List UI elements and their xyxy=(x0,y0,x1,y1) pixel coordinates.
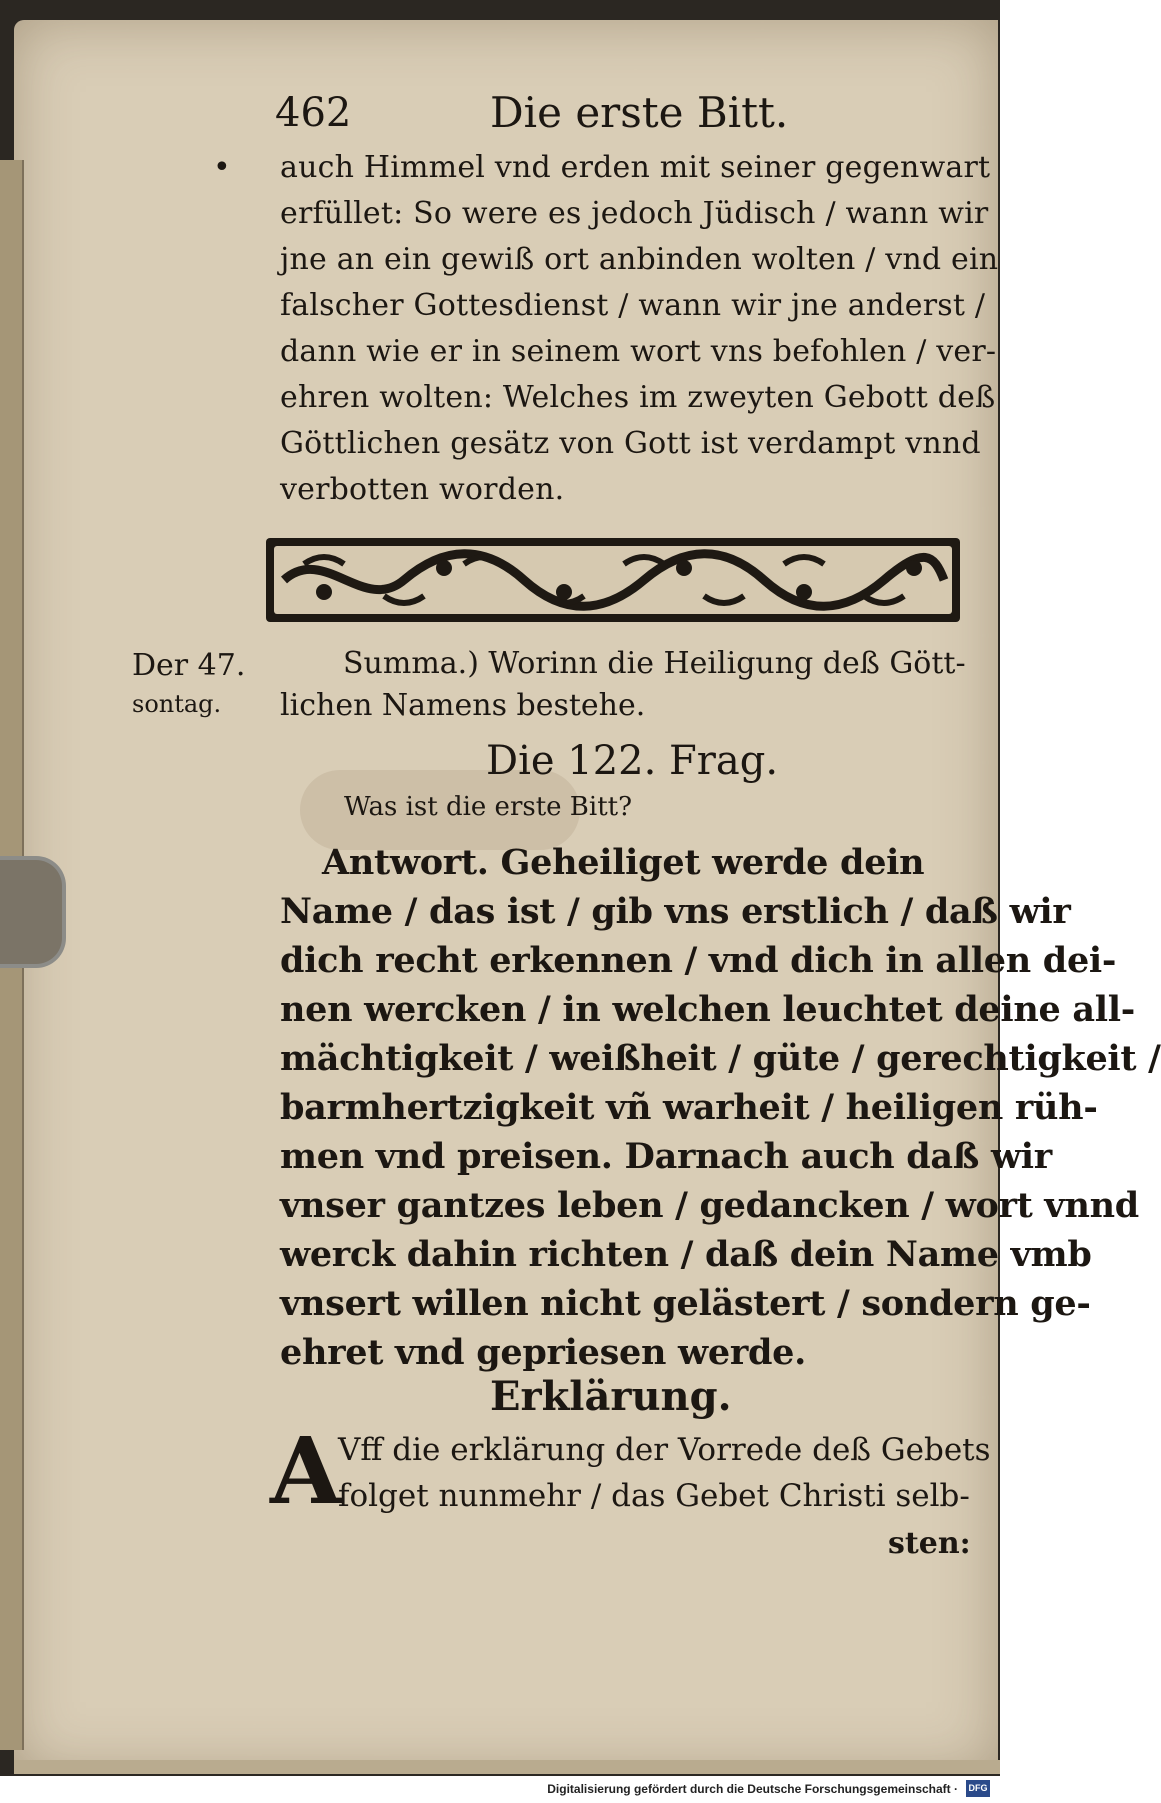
running-head: Die erste Bitt. xyxy=(490,88,789,137)
margin-note: Der 47. xyxy=(132,648,246,683)
text-line: verbotten worden. xyxy=(280,472,565,507)
answer-line: mächtigkeit / weißheit / güte / gerechtigkeit / xyxy=(280,1038,1161,1079)
question: Was ist die erste Bitt? xyxy=(344,792,633,822)
page-number: 462 xyxy=(275,90,352,136)
drop-cap: A xyxy=(270,1417,342,1525)
catchword: sten: xyxy=(888,1526,971,1561)
question-title: Die 122. Frag. xyxy=(486,738,779,784)
margin-dot: • xyxy=(213,150,231,185)
answer-line: werck dahin richten / daß dein Name vmb xyxy=(280,1234,1092,1275)
answer-line: ehret vnd gepriesen werde. xyxy=(280,1332,807,1373)
text-line: Göttlichen gesätz von Gott ist verdampt vnnd xyxy=(280,426,981,461)
answer-line: barmhertzigkeit vñ warheit / heiligen rüh- xyxy=(280,1087,1098,1128)
answer-line: Antwort. Geheiliget werde dein xyxy=(322,842,925,883)
section-heading: Erklärung. xyxy=(490,1373,732,1420)
text-line: auch Himmel vnd erden mit seiner gegenwart xyxy=(280,150,991,185)
ornamental-border xyxy=(264,534,962,626)
footer-bar xyxy=(0,1776,1000,1803)
summa-line: lichen Namens bestehe. xyxy=(280,688,646,723)
dfg-logo: DFG xyxy=(966,1780,990,1797)
text-line: ehren wolten: Welches im zweyten Gebott deß xyxy=(280,380,996,415)
book-clasp xyxy=(0,856,66,968)
page-edge-bottom xyxy=(14,1760,1000,1774)
margin-note: sontag. xyxy=(132,690,222,718)
answer-line: vnsert willen nicht gelästert / sondern ge- xyxy=(280,1283,1091,1324)
text-line: folget nunmehr / das Gebet Christi selb- xyxy=(338,1478,970,1514)
answer-line: vnser gantzes leben / gedancken / wort vnnd xyxy=(280,1185,1139,1226)
answer-line: dich recht erkennen / vnd dich in allen dei- xyxy=(280,940,1117,981)
text-line: falscher Gottesdienst / wann wir jne anderst / xyxy=(280,288,986,323)
text-line: dann wie er in seinem wort vns befohlen / ver- xyxy=(280,334,997,369)
text-line: erfüllet: So were es jedoch Jüdisch / wann wir xyxy=(280,196,989,231)
text-line: jne an ein gewiß ort anbinden wolten / vnd ein xyxy=(280,242,999,277)
summa-line: Summa.) Worinn die Heiligung deß Gött- xyxy=(343,646,966,681)
answer-line: Name / das ist / gib vns erstlich / daß wir xyxy=(280,891,1071,932)
answer-line: men vnd preisen. Darnach auch daß wir xyxy=(280,1136,1052,1177)
answer-line: nen wercken / in welchen leuchtet deine all- xyxy=(280,989,1135,1030)
funding-credit: Digitalisierung gefördert durch die Deutsche Forschungsgemeinschaft · xyxy=(547,1782,958,1796)
text-line: Vff die erklärung der Vorrede deß Gebets xyxy=(338,1432,991,1468)
